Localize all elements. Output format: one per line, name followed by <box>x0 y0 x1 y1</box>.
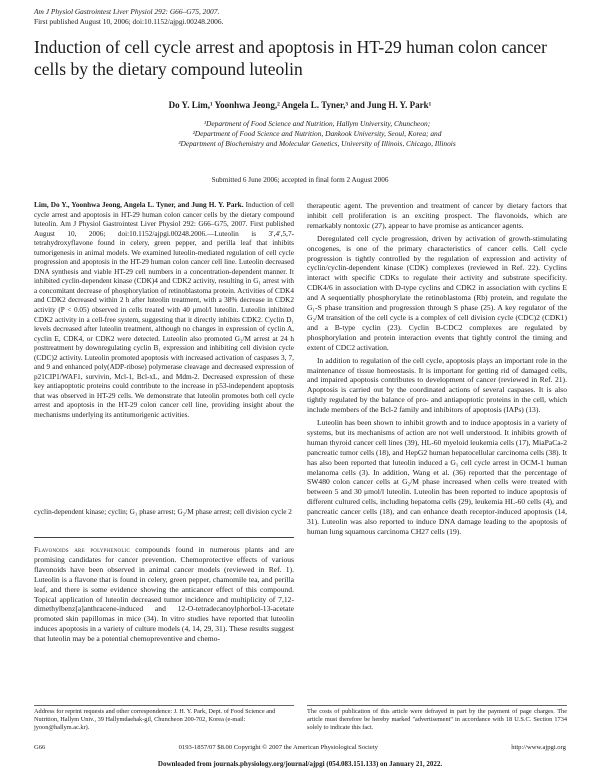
keywords: cyclin-dependent kinase; cyclin; G₁ phase arrest; G₂/M phase arrest; cell division cycle 2 <box>34 508 292 516</box>
affiliation-2: ²Department of Food Science and Nutrition, Dankook University, Seoul, Korea; and <box>192 129 442 139</box>
article-title: Induction of cell cycle arrest and apoptosis in HT-29 human colon cancer cells by the dietary compound luteolin <box>34 37 548 79</box>
abstract <box>34 201 294 421</box>
journal-line: Am J Physiol Gastrointest Liver Physiol 292: G66–G75, 2007. <box>34 7 220 16</box>
section-divider <box>34 537 294 538</box>
abstract-lead: Lim, Do Y., Yoonhwa Jeong, Angela L. Tyner, and Jung H. Y. Park. <box>34 201 244 209</box>
download-notice: Downloaded from journals.physiology.org/journal/ajpgi (054.083.151.133) on January 21, 2022. <box>157 760 443 768</box>
affiliation-3: ³Department of Biochemistry and Molecular Genetics, University of Illinois, Chicago, Illinois <box>178 139 456 149</box>
page-footer <box>34 744 566 751</box>
right-column <box>307 201 567 540</box>
correspondence-footnote: Address for reprint requests and other correspondence: J. H. Y. Park, Dept. of Food Science and Nutrition, Hallym Univ., 39 Hallymdaehak-gil, Chuncheon 200-702, Korea (e-mail: jyoon@hallym.ac.kr). <box>34 708 276 732</box>
first-published: First published August 10, 2006; doi:10.1152/ajpgi.00248.2006. <box>34 16 224 26</box>
right-paragraph-2: Deregulated cell cycle progression, driven by activation of growth-stimulating oncogenes, is one of the primary characteristics of cancer cells. Cell cycle progression is tightly controlled by the regulation of expression and activity of cyclin/cyclin-dependent kinase (CDK) complexes (reviewed in Ref. 22). Cyclins interact with specific CDKs to regulate their activity and substrate specificity. CDK4/6 in association with D-type cyclins and CDK2 in association with cyclins E and A sequentially phosphorylate the retinoblastoma (Rb) protein, and regulate the G₁-S phase transition and progression through S phase (25). A key regulator of the G₂/M transition of the cell cycle is a complex of cell division cycle (CDC)2 (CDK1) and a B-type cyclin (23). Cyclin B-CDC2 complexes are regulated by phosphorylation and protein interaction events that tightly control the timing and extent of CDC2 activation. <box>307 233 567 352</box>
intro-lead: Flavonoids are polyphenolic <box>34 545 131 554</box>
intro-text: compounds found in numerous plants and are promising candidates for cancer prevention. Chemoprotective effects of various flavonoids have been observed in animal cancer models (reviewed in Ref. 1). Luteolin is a flavone that is found in celery, green pepper, chamomile tea, and perilla leaf, and there is some evidence showing the anticancer effect of this compound. Topical application of luteolin decreased tumor incidence and multiplicity of 7,12-dimethylbenz[a]anthracene-induced and 12-O-tetradecanoylphorbol-13-acetate promoted skin papillomas in mice (34). In vitro studies have reported that luteolin induces apoptosis in a variety of culture models (4, 14, 29, 31). These results suggest that luteolin may be a potential chemopreventive and chemo- <box>34 545 295 644</box>
journal-url-link[interactable]: http://www.ajpgi.org <box>511 744 566 751</box>
page-charges-footnote: The costs of publication of this article were defrayed in part by the payment of page charges. The article must therefore be hereby marked "advertisement" in accordance with 18 U.S.C. Section 1734 solely to indicate this fact. <box>307 708 567 732</box>
footnote-rule-right <box>307 705 567 706</box>
affiliations <box>34 119 600 150</box>
affiliation-1: ¹Department of Food Science and Nutrition, Hallym University, Chuncheon; <box>203 119 431 128</box>
right-paragraph-3: In addition to regulation of the cell cycle, apoptosis plays an important role in the maintenance of tissue homeostasis. It is important for getting rid of damaged cells, and impaired apoptosis contributes to development of cancer (reviewed in Ref. 21). Apoptosis is carried out by the coordinated actions of several caspases. It is also tightly regulated by the balance of pro- and antiapoptotic proteins in the cell, which include members of the Bcl-2 family and inhibitors of apoptosis (IAPs) (13). <box>307 355 567 415</box>
right-paragraph-1: therapeutic agent. The prevention and treatment of cancer by dietary factors that inhibit cell proliferation is an exciting prospect. The flavonoids, which are remarkably nontoxic (27), appear to have promise as anticancer agents. <box>307 201 567 230</box>
author-list: Do Y. Lim,¹ Yoonhwa Jeong,² Angela L. Tyner,³ and Jung H. Y. Park¹ <box>168 100 432 110</box>
abstract-text: Induction of cell cycle arrest and apoptosis in HT-29 human colon cancer cells by the dietary compound luteolin. Am J Physiol Gastrointest Liver Physiol 292: G66–G75, 2007. First published August 10, 2006; doi:10.1152/ajpgi.00248.2006.—Luteolin is 3′,4′,5,7-tetrahydroxyflavone found in celery, green pepper, and perilla leaf that inhibits tumorigenesis in animal models. We examined luteolin-mediated regulation of cell cycle progression and apoptosis in the HT-29 human colon cancer cell line. Luteolin decreased DNA synthesis and viable HT-29 cell numbers in a concentration-dependent manner. It inhibited cyclin-dependent kinase (CDK)4 and CDK2 activity, resulting in G₁ arrest with a concomitant decrease of phosphorylation of retinoblastoma protein. Activities of CDK4 and CDK2 decreased within 2 h after luteolin treatment, with a 38% decrease in CDK2 activity (P < 0.05) observed in cells treated with 40 μmol/l luteolin. Luteolin inhibited CDK2 activity in a cell-free system, suggesting that it directly inhibits CDK2. Cyclin D₁ levels decreased after luteolin treatment, although no changes in expression of cyclin A, cyclin E, CDK4, or CDK2 were detected. Luteolin also promoted G₂/M arrest at 24 h posttreatment by downregulating cyclin B₁ expression and inhibiting cell division cycle (CDC)2 activity. Luteolin promoted apoptosis with increased activation of caspases 3, 7, and 9 and enhanced poly(ADP-ribose) polymerase cleavage and decreased expression of p21CIP1/WAF1, survivin, Mcl-1, Bcl-xL, and Mdm-2. Decreased expression of these key antiapoptotic proteins could contribute to the increase in p53-independent apoptosis that was observed in HT-29 cells. We demonstrate that luteolin promotes both cell cycle arrest and apoptosis in the HT-29 colon cancer cell line, providing insight about the mechanisms underlying its antitumorigenic activities. <box>34 201 294 420</box>
journal-meta <box>34 7 223 26</box>
copyright: 0193-1857/07 $8.00 Copyright © 2007 the American Physiological Society <box>178 744 378 751</box>
submission-dates: Submitted 6 June 2006; accepted in final form 2 August 2006 <box>211 176 389 184</box>
introduction <box>34 545 294 644</box>
right-paragraph-4: Luteolin has been shown to inhibit growth and to induce apoptosis in a variety of systems, but its mechanisms of action are not well understood. It inhibits growth of human thyroid cancer cell lines (39), HL-60 myeloid leukemia cells (17), MiaPaCa-2 pancreatic tumor cells (18), and HepG2 human hepatocellular carcinoma cells (38). It has also been reported that luteolin induced a G₁ cell cycle arrest in OCM-1 human melanoma cells (3). In addition, Wang et al. (36) reported that the percentage of SW480 colon cancer cells at G₂/M phase increased when cells were treated with between 5 and 30 μmol/l luteolin. Luteolin has been reported to induce apoptosis of different cultured cells, including hepatoma cells (29), leukemia HL-60 cells (4), and pancreatic cancer cells (18), and can enhance death receptor-induced apoptosis (14, 31). Luteolin was also reported to induce DNA damage leading to the apoptosis of human lung squamous carcinoma CH27 cells (19). <box>307 418 567 536</box>
footnote-rule-left <box>34 705 294 706</box>
page-number: G66 <box>34 744 46 751</box>
